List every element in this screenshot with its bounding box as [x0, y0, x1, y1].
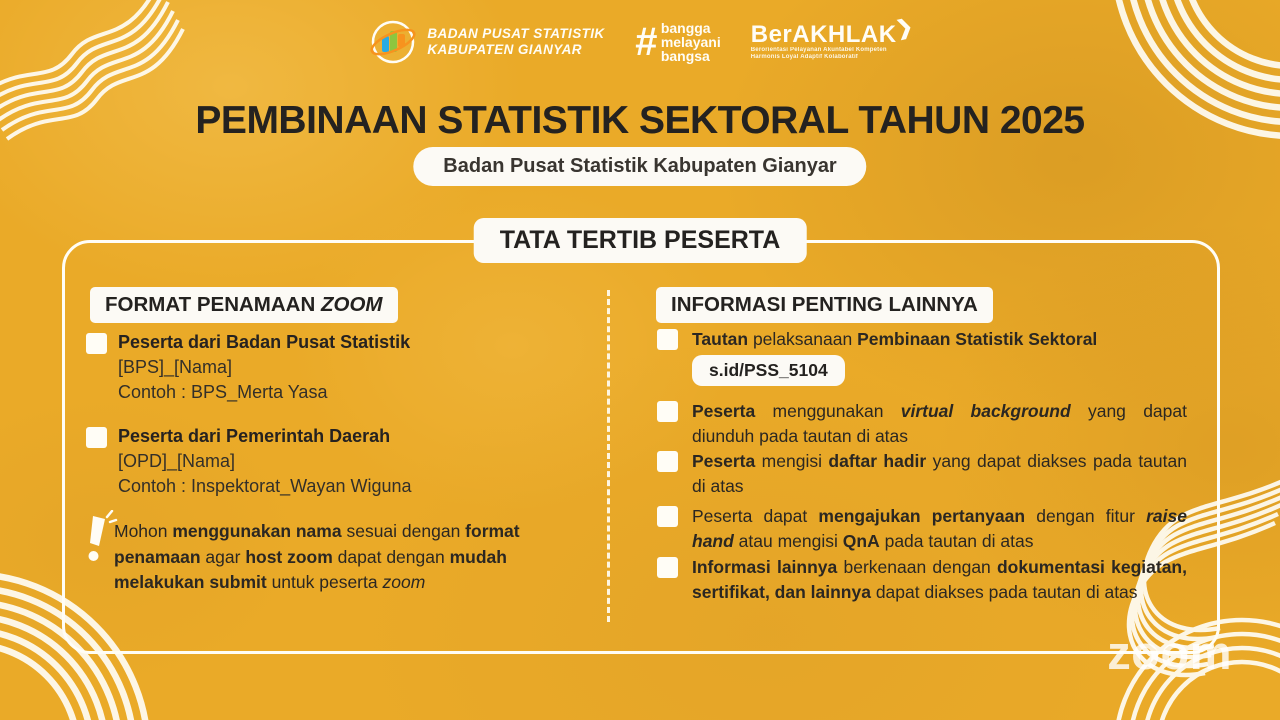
checkbox-icon	[657, 506, 678, 527]
exclamation-icon	[80, 510, 118, 566]
bangga-logo-text	[661, 21, 721, 63]
checkbox-icon	[657, 401, 678, 422]
event-link[interactable]: s.id/PSS_5104	[692, 355, 845, 386]
checkbox-icon	[657, 451, 678, 472]
list-item: Tautan pelaksanaan Pembinaan Statistik Sektoral	[692, 329, 1098, 349]
agency-name-line2: KABUPATEN GIANYAR	[427, 42, 582, 57]
list-item: Informasi lainnya berkenaan dengan dokumentasi kegiatan, sertifikat, dan lainnya dapat diakses pada tautan di atas	[692, 557, 1187, 602]
item-title: Peserta dari Badan Pusat Statistik	[118, 332, 411, 352]
bangga-word: bangga	[660, 20, 711, 36]
list-item: Peserta menggunakan virtual background yang dapat diunduh pada tautan di atas	[692, 401, 1187, 446]
list-item	[118, 330, 518, 405]
checkbox-icon	[86, 427, 107, 448]
arrow-icon: ❯	[893, 15, 915, 41]
item-example: Contoh : BPS_Merta Yasa	[118, 382, 328, 402]
bangsa-word: bangsa	[660, 48, 710, 64]
header-logo-strip	[0, 15, 1280, 66]
melayani-word: melayani	[660, 34, 721, 50]
berakhlak-tagline2: Harmonis Loyal Adaptif Kolaboratif	[750, 54, 859, 60]
zoom-watermark: zoom	[1107, 626, 1232, 679]
left-column-heading: FORMAT PENAMAAN ZOOM	[90, 287, 398, 323]
subtitle-badge: Badan Pusat Statistik Kabupaten Gianyar	[413, 147, 866, 186]
bps-logo	[369, 18, 417, 66]
column-divider	[607, 290, 610, 622]
right-column-heading: INFORMASI PENTING LAINNYA	[656, 287, 993, 323]
page-title: PEMBINAAN STATISTIK SEKTORAL TAHUN 2025	[195, 99, 1085, 142]
hash-icon: #	[634, 20, 657, 64]
list-item	[118, 424, 518, 499]
item-format: [BPS]_[Nama]	[118, 357, 233, 377]
list-item: Peserta dapat mengajukan pertanyaan dengan fitur raise hand atau mengisi QnA pada tautan di atas	[692, 506, 1187, 551]
item-format: [OPD]_[Nama]	[118, 451, 236, 471]
berakhlak-tagline1: Berorientasi Pelayanan Akuntabel Kompeten	[750, 47, 887, 53]
berakhlak-logo	[750, 15, 915, 61]
note-text: Mohon menggunakan nama sesuai dengan format penamaan agar host zoom dapat dengan mudah melakukan submit untuk peserta zoom	[114, 521, 520, 592]
checkbox-icon	[657, 329, 678, 350]
bangga-melayani-bangsa-logo	[635, 21, 721, 63]
berakhlak-title: BerAKHLAK	[750, 21, 897, 48]
item-example: Contoh : Inspektorat_Wayan Wiguna	[118, 476, 412, 496]
item-title: Peserta dari Pemerintah Daerah	[118, 426, 391, 446]
list-item: Peserta mengisi daftar hadir yang dapat diakses pada tautan di atas	[692, 451, 1187, 496]
agency-name	[427, 26, 604, 58]
bps-logo-group	[369, 18, 604, 66]
checkbox-icon	[86, 333, 107, 354]
agency-name-line1: BADAN PUSAT STATISTIK	[427, 26, 605, 41]
panel-heading: TATA TERTIB PESERTA	[474, 218, 807, 263]
checkbox-icon	[657, 557, 678, 578]
